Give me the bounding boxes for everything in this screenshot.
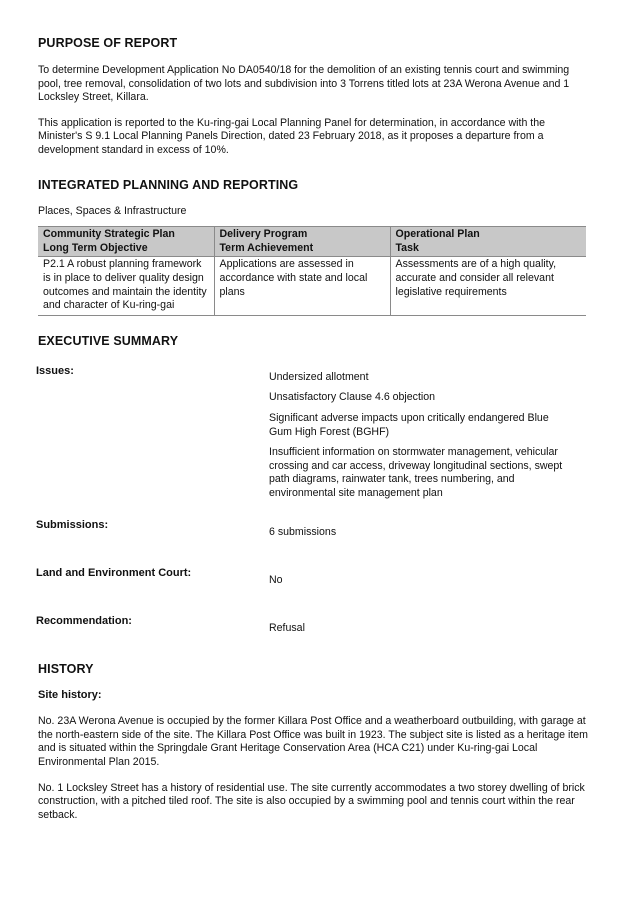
recommendation-row xyxy=(38,615,588,643)
purpose-heading: PURPOSE OF REPORT xyxy=(38,36,178,50)
table-cell: Applications are assessed in accordance with state and local plans xyxy=(214,257,390,315)
col-header-line: Community Strategic Plan xyxy=(43,228,175,241)
ipr-col-header xyxy=(38,227,214,257)
court-row xyxy=(38,567,588,595)
ipr-col-header xyxy=(390,227,586,257)
submissions-value: 6 submissions xyxy=(269,526,337,539)
purpose-paragraph-1: To determine Development Application No DA0540/18 for the demolition of an existing tennis court and swimming pool, tree removal, consolidation of two lots and subdivision into 3 Torrens titled lots at 23A Werona Avenue and 1 Locksley Street, Killara. xyxy=(38,64,570,104)
col-header-line: Task xyxy=(395,241,419,254)
ipr-theme: Places, Spaces & Infrastructure xyxy=(38,204,187,217)
list-item: Undersized allotment xyxy=(269,370,369,383)
col-header-line: Operational Plan xyxy=(395,228,480,241)
site-history-subheading: Site history: xyxy=(38,689,102,702)
history-heading: HISTORY xyxy=(38,662,94,677)
court-value: No xyxy=(269,574,283,587)
issues-row xyxy=(38,365,588,508)
recommendation-value: Refusal xyxy=(269,621,305,634)
table-cell: P2.1 A robust planning framework is in place to deliver quality design outcomes and maintain the identity and character of Ku-ring-gai xyxy=(38,257,214,315)
history-paragraph-1: No. 23A Werona Avenue is occupied by the former Killara Post Office and a weatherboard outbuilding, with garage at the north-eastern side of the site. The Killara Post Office was built in 1923. The subject site is listed as a heritage item and is situated within the Springdale Grant Heritage Conservation Area (HCA C21) under Ku-ring-gai Local Environmental Plan 2015. xyxy=(38,715,588,769)
submissions-label: Submissions: xyxy=(36,519,109,532)
history-paragraph-2: No. 1 Locksley Street has a history of residential use. The site currently accommodates a two storey dwelling of brick construction, with a pitched tiled roof. The site is also occupied by a swimming pool and tennis court within the rear setback. xyxy=(38,781,585,821)
executive-summary-heading: EXECUTIVE SUMMARY xyxy=(38,333,179,348)
issues-label: Issues: xyxy=(36,364,74,377)
submissions-row xyxy=(38,519,588,547)
court-label: Land and Environment Court: xyxy=(36,567,192,580)
table-cell: Assessments are of a high quality, accurate and consider all relevant legislative requirements xyxy=(390,257,586,315)
purpose-paragraph-2: This application is reported to the Ku-ring-gai Local Planning Panel for determination, in accordance with the Minister's S 9.1 Local Planning Panels Direction, dated 23 February 2018, as it proposes a departure from a development standard in excess of 10%. xyxy=(38,116,546,156)
list-item: Unsatisfactory Clause 4.6 objection xyxy=(269,391,436,404)
col-header-line: Delivery Program xyxy=(219,228,308,241)
col-header-line: Term Achievement xyxy=(219,241,314,254)
issues-list xyxy=(269,365,569,508)
table-row xyxy=(38,257,586,315)
report-page xyxy=(38,36,588,822)
col-header-line: Long Term Objective xyxy=(43,241,148,254)
ipr-heading: INTEGRATED PLANNING AND REPORTING xyxy=(38,177,299,192)
list-item: Significant adverse impacts upon critically endangered Blue Gum High Forest (BGHF) xyxy=(269,411,549,438)
ipr-col-header xyxy=(214,227,390,257)
recommendation-label: Recommendation: xyxy=(36,614,132,627)
ipr-table xyxy=(38,226,586,316)
list-item: Insufficient information on stormwater management, vehicular crossing and car access, driveway longitudinal sections, swept path diagrams, rainwater tank, trees numbering, and environmental site management plan xyxy=(269,446,563,499)
ipr-header-row xyxy=(38,227,586,257)
